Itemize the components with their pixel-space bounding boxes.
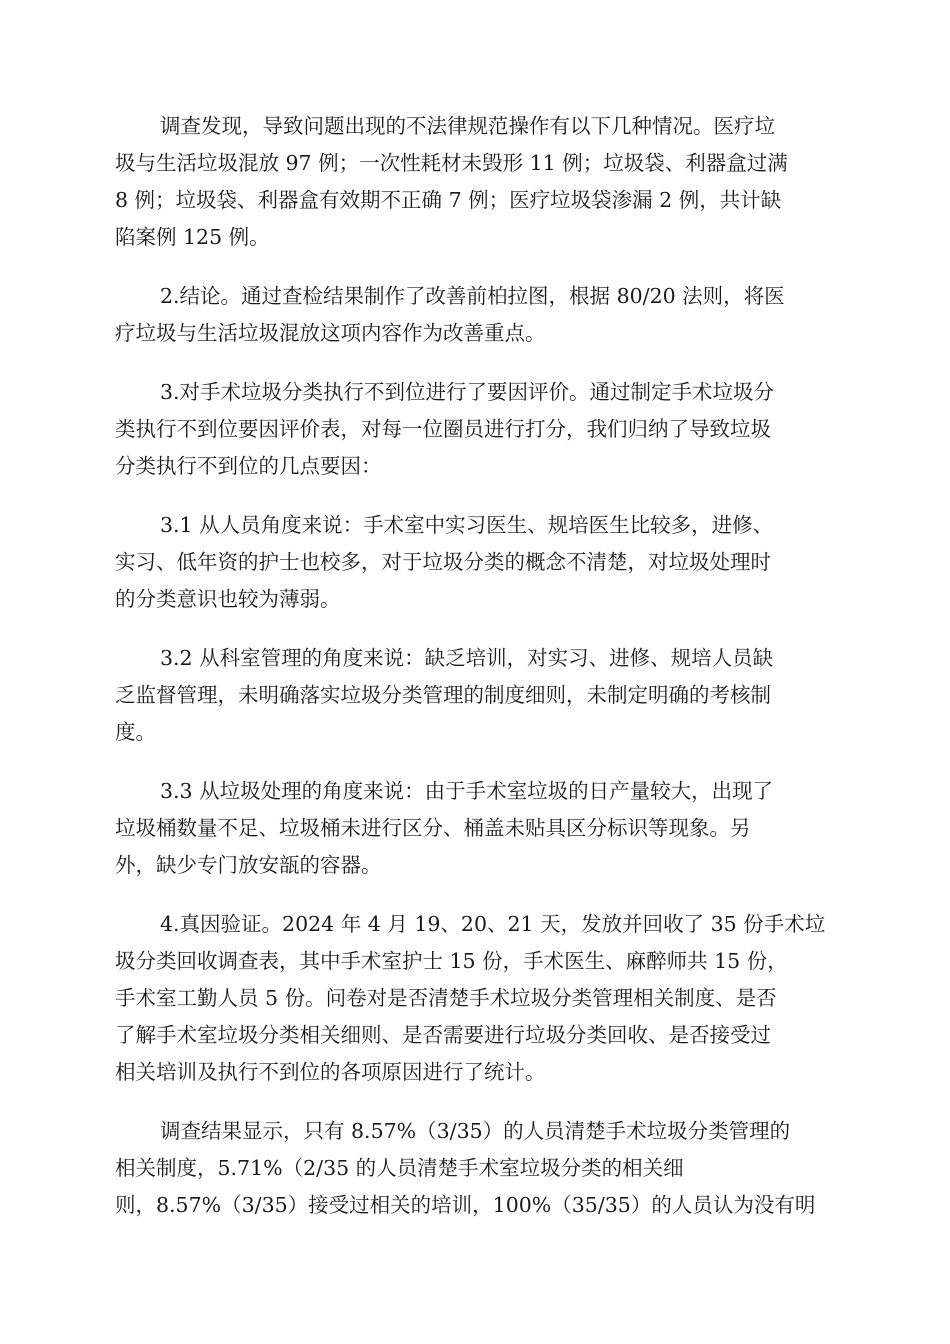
document-body bbox=[115, 108, 837, 1246]
text-line: 8 例；垃圾袋、利器盒有效期不正确 7 例；医疗垃圾袋渗漏 2 例，共计缺 bbox=[115, 188, 782, 212]
text-line: 外，缺少专门放安瓿的容器。 bbox=[115, 853, 382, 877]
text-line: 则，8.57%（3/35）接受过相关的培训，100%（35/35）的人员认为没有明 bbox=[115, 1193, 816, 1217]
text-line: 调查发现，导致问题出现的不法律规范操作有以下几种情况。医疗垃 bbox=[160, 114, 775, 138]
text-line: 3.3 从垃圾处理的角度来说：由于手术室垃圾的日产量较大，出现了 bbox=[160, 779, 774, 803]
text-line: 垃圾桶数量不足、垃圾桶未进行区分、桶盖未贴具区分标识等现象。另 bbox=[115, 816, 751, 840]
text-line: 疗垃圾与生活垃圾混放这项内容作为改善重点。 bbox=[115, 321, 546, 345]
text-line: 相关制度，5.71%（2/35 的人员清楚手术室垃圾分类的相关细 bbox=[115, 1156, 684, 1180]
text-line: 圾分类回收调查表，其中手术室护士 15 份，手术医生、麻醉师共 15 份， bbox=[115, 949, 788, 973]
text-line: 3.2 从科室管理的角度来说：缺乏培训，对实习、进修、规培人员缺 bbox=[160, 646, 774, 670]
text-line: 了解手术室垃圾分类相关细则、是否需要进行垃圾分类回收、是否接受过 bbox=[115, 1023, 771, 1047]
text-line: 圾与生活垃圾混放 97 例；一次性耗材未毁形 11 例；垃圾袋、利器盒过满 bbox=[115, 151, 788, 175]
text-line: 的分类意识也较为薄弱。 bbox=[115, 587, 341, 611]
paragraph-root-cause-verification bbox=[115, 906, 837, 1091]
paragraph-cause-evaluation bbox=[115, 374, 837, 485]
paragraph-survey-findings bbox=[115, 108, 837, 256]
paragraph-waste-handling-factors bbox=[115, 773, 837, 884]
text-line: 3.对手术垃圾分类执行不到位进行了要因评价。通过制定手术垃圾分 bbox=[160, 380, 775, 404]
text-line: 乏监督管理，未明确落实垃圾分类管理的制度细则，未制定明确的考核制 bbox=[115, 683, 771, 707]
paragraph-management-factors bbox=[115, 640, 837, 751]
text-line: 类执行不到位要因评价表，对每一位圈员进行打分，我们归纳了导致垃圾 bbox=[115, 417, 771, 441]
text-line: 2.结论。通过查检结果制作了改善前柏拉图，根据 80/20 法则，将医 bbox=[160, 284, 785, 308]
text-line: 陷案例 125 例。 bbox=[115, 225, 270, 249]
text-line: 手术室工勤人员 5 份。问卷对是否清楚手术垃圾分类管理相关制度、是否 bbox=[115, 986, 777, 1010]
text-line: 相关培训及执行不到位的各项原因进行了统计。 bbox=[115, 1060, 546, 1084]
paragraph-conclusion bbox=[115, 278, 837, 352]
text-line: 度。 bbox=[115, 720, 156, 744]
text-line: 实习、低年资的护士也校多，对于垃圾分类的概念不清楚，对垃圾处理时 bbox=[115, 550, 771, 574]
text-line: 调查结果显示，只有 8.57%（3/35）的人员清楚手术垃圾分类管理的 bbox=[160, 1119, 791, 1143]
text-line: 3.1 从人员角度来说：手术室中实习医生、规培医生比较多，进修、 bbox=[160, 513, 774, 537]
text-line: 4.真因验证。2024 年 4 月 19、20、21 天，发放并回收了 35 份手术垃 bbox=[160, 912, 826, 936]
paragraph-survey-results bbox=[115, 1113, 837, 1224]
paragraph-personnel-factors bbox=[115, 507, 837, 618]
text-line: 分类执行不到位的几点要因： bbox=[115, 454, 382, 478]
